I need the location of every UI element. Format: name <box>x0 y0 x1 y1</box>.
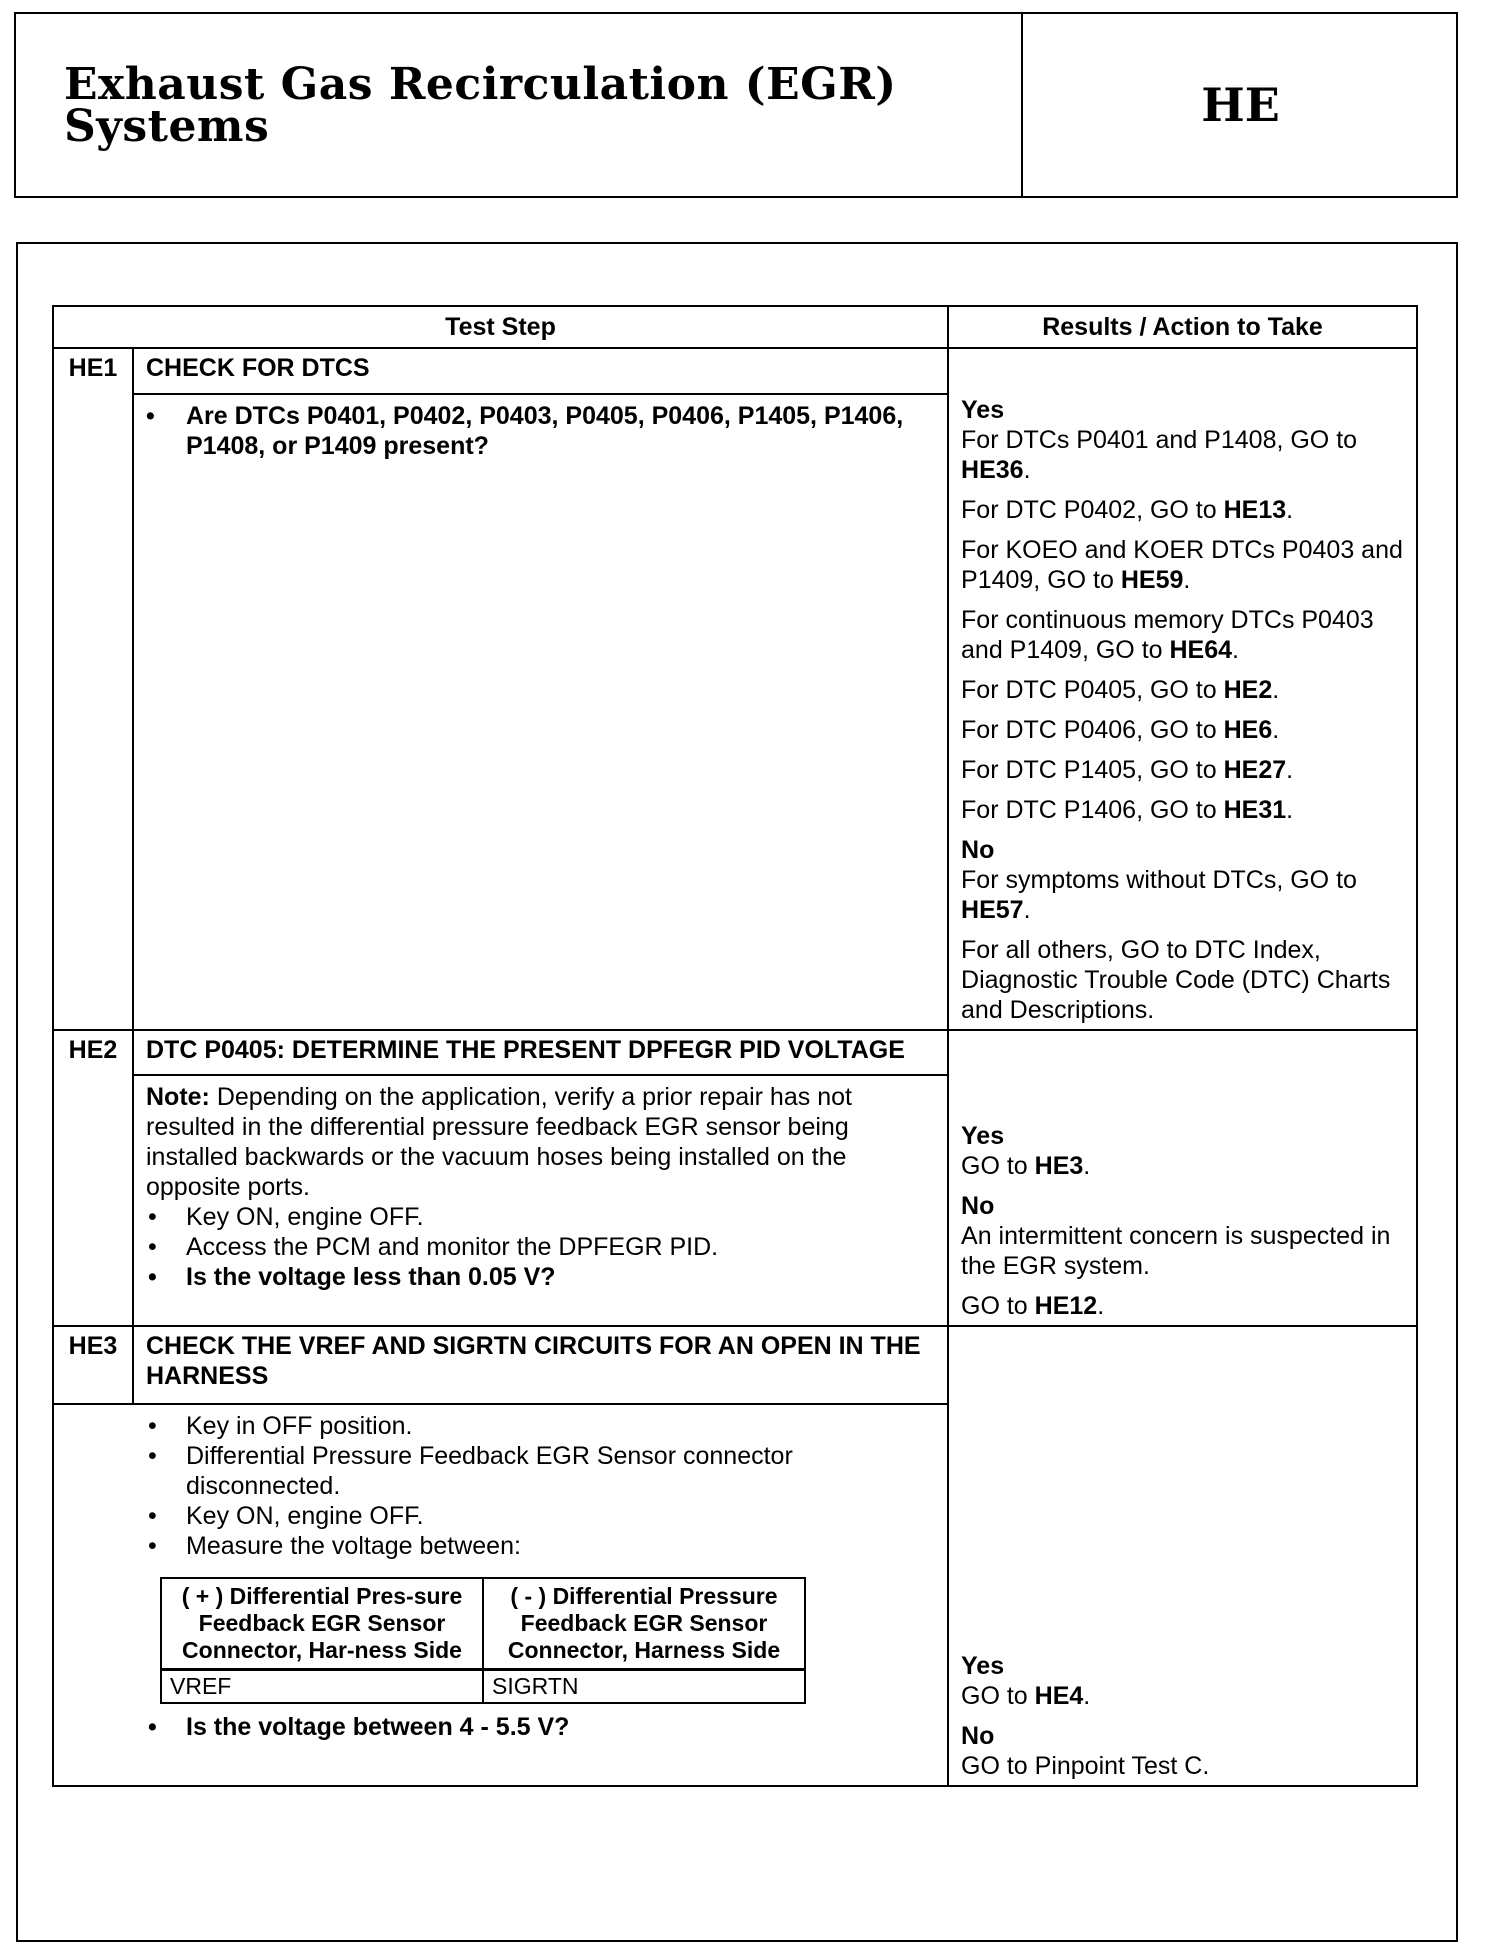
step-id: HE1 <box>53 348 133 1030</box>
step-body <box>133 394 948 1030</box>
step-title: CHECK THE VREF AND SIGRTN CIRCUITS FOR AN OPEN IN THE HARNESS <box>133 1326 948 1404</box>
note-text: Note: Depending on the application, verify a prior repair has not resulted in the differential pressure feedback EGR sensor being installed backwards or the vacuum hoses being installed on the opposite ports. <box>146 1083 852 1202</box>
table-row <box>53 1030 1417 1075</box>
step-body <box>133 1075 948 1326</box>
list-item: • Is the voltage less than 0.05 V? <box>146 1262 935 1292</box>
step-id: HE3 <box>53 1326 133 1404</box>
list-item: • Is the voltage between 4 - 5.5 V? <box>146 1712 935 1742</box>
list-item: • Key ON, engine OFF. <box>146 1202 935 1232</box>
inner-col-positive: ( + ) Differential Pres-sure Feedback EGR Sensor Connector, Har-ness Side <box>161 1578 483 1670</box>
step-id: HE2 <box>53 1030 133 1326</box>
list-item: • Key ON, engine OFF. <box>146 1501 935 1531</box>
table-row <box>161 1669 805 1703</box>
inner-cell: VREF <box>161 1669 483 1703</box>
table-row <box>53 348 1417 394</box>
inner-col-negative: ( - ) Differential Pressure Feedback EGR Sensor Connector, Harness Side <box>483 1578 805 1670</box>
list-item: • Key in OFF position. <box>146 1411 935 1441</box>
table-header-row <box>53 306 1417 348</box>
section-title: Exhaust Gas Recirculation (EGR) Systems <box>64 59 897 152</box>
step-results: Yes GO to HE4. No GO to Pinpoint Test C. <box>948 1326 1417 1786</box>
step-body <box>53 1404 948 1786</box>
test-step-table <box>52 305 1418 1787</box>
inner-cell: SIGRTN <box>483 1669 805 1703</box>
list-item: • Are DTCs P0401, P0402, P0403, P0405, P0406, P1405, P1406, P1408, or P1409 present? <box>144 401 935 461</box>
list-item: • Measure the voltage between: <box>146 1531 935 1561</box>
list-item: • Differential Pressure Feedback EGR Sensor connector disconnected. <box>146 1441 935 1501</box>
step-results: Yes For DTCs P0401 and P1408, GO to HE36. For DTC P0402, GO to HE13. For KOEO and KOER DTCs P0403 and P1409, GO to HE59. For continuous memory DTCs P0403 and P1409, GO to HE64. For DTC P0405, GO to HE2. For DTC P0406, GO to HE6. For DTC P1405, GO to HE27. For DTC P1406, GO to HE31. No For symptoms without DTCs, GO to HE57. For all others, GO to DTC Index, Diagnostic Trouble Code (DTC) Charts and Descriptions. <box>948 348 1417 1030</box>
col-test-step: Test Step <box>53 306 948 348</box>
section-code: HE <box>1201 78 1280 132</box>
step-title: DTC P0405: DETERMINE THE PRESENT DPFEGR PID VOLTAGE <box>133 1030 948 1075</box>
step-title: CHECK FOR DTCS <box>133 348 948 394</box>
step-results: Yes GO to HE3. No An intermittent concern is suspected in the EGR system. GO to HE12. <box>948 1030 1417 1326</box>
list-item: • Access the PCM and monitor the DPFEGR PID. <box>146 1232 935 1262</box>
col-results: Results / Action to Take <box>948 306 1417 348</box>
table-row <box>53 1326 1417 1404</box>
page-header <box>14 12 1458 198</box>
measurement-table <box>160 1577 806 1704</box>
